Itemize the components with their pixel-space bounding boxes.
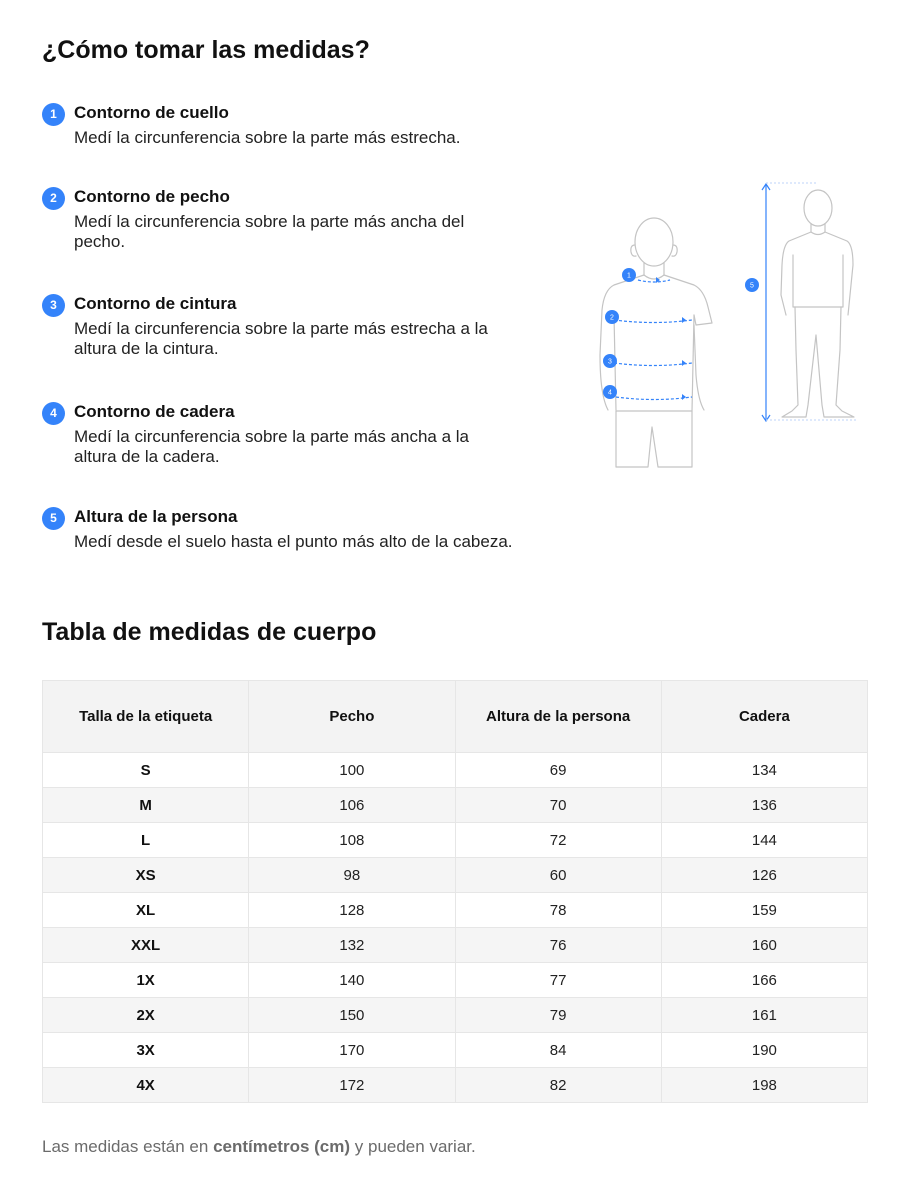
step-title: Contorno de pecho xyxy=(74,187,230,206)
size-table-title: Tabla de medidas de cuerpo xyxy=(42,618,377,646)
height-cell: 72 xyxy=(455,823,661,858)
height-cell: 69 xyxy=(455,753,661,788)
step-description: Medí desde el suelo hasta el punto más alto de la cabeza. xyxy=(74,532,513,551)
note-units: centímetros (cm) xyxy=(213,1137,351,1156)
chest-cell: 128 xyxy=(249,893,455,928)
header-size-label: Talla de la etiqueta xyxy=(43,681,249,753)
step-number-badge: 2 xyxy=(42,187,65,210)
marker-2: 2 xyxy=(610,314,614,322)
header-hip: Cadera xyxy=(661,681,867,753)
table-row xyxy=(43,963,868,998)
height-cell: 76 xyxy=(455,928,661,963)
note-suffix: y pueden variar. xyxy=(350,1137,476,1156)
marker-5: 5 xyxy=(750,282,754,290)
step-title: Altura de la persona xyxy=(74,507,238,526)
step-description: Medí la circunferencia sobre la parte más ancha a la altura de la cadera. xyxy=(74,427,469,466)
hip-cell: 190 xyxy=(661,1033,867,1068)
size-cell: 1X xyxy=(43,963,249,998)
side-head-shape xyxy=(804,190,832,226)
height-cell: 60 xyxy=(455,858,661,893)
step-number-badge: 1 xyxy=(42,103,65,126)
step-number-badge: 5 xyxy=(42,507,65,530)
height-cell: 78 xyxy=(455,893,661,928)
height-cell: 77 xyxy=(455,963,661,998)
head-shape xyxy=(635,218,673,266)
hip-cell: 134 xyxy=(661,753,867,788)
table-row xyxy=(43,998,868,1033)
table-header-row xyxy=(43,681,868,753)
chest-cell: 106 xyxy=(249,788,455,823)
size-cell: S xyxy=(43,753,249,788)
header-chest: Pecho xyxy=(249,681,455,753)
chest-cell: 100 xyxy=(249,753,455,788)
height-cell: 84 xyxy=(455,1033,661,1068)
chest-cell: 132 xyxy=(249,928,455,963)
note-prefix: Las medidas están en xyxy=(42,1137,214,1156)
table-row xyxy=(43,788,868,823)
marker-1: 1 xyxy=(627,272,631,280)
size-cell: L xyxy=(43,823,249,858)
hip-cell: 161 xyxy=(661,998,867,1033)
chest-cell: 98 xyxy=(249,858,455,893)
step-title: Contorno de cadera xyxy=(74,402,235,421)
body-measurement-illustration xyxy=(586,175,876,475)
step-title: Contorno de cintura xyxy=(74,294,237,313)
step-number-badge: 4 xyxy=(42,402,65,425)
table-row xyxy=(43,1068,868,1103)
table-row xyxy=(43,1033,868,1068)
size-table xyxy=(42,680,868,1103)
chest-cell: 172 xyxy=(249,1068,455,1103)
step-number-badge: 3 xyxy=(42,294,65,317)
hip-cell: 160 xyxy=(661,928,867,963)
size-cell: 2X xyxy=(43,998,249,1033)
size-cell: XXL xyxy=(43,928,249,963)
table-row xyxy=(43,753,868,788)
hip-cell: 126 xyxy=(661,858,867,893)
step-description: Medí la circunferencia sobre la parte más ancha del pecho. xyxy=(74,212,465,251)
chest-cell: 170 xyxy=(249,1033,455,1068)
size-cell: M xyxy=(43,788,249,823)
how-to-title: ¿Cómo tomar las medidas? xyxy=(42,36,370,64)
height-cell: 82 xyxy=(455,1068,661,1103)
chest-cell: 140 xyxy=(249,963,455,998)
chest-cell: 108 xyxy=(249,823,455,858)
size-cell: 4X xyxy=(43,1068,249,1103)
units-note xyxy=(42,1137,476,1157)
height-cell: 79 xyxy=(455,998,661,1033)
hip-cell: 166 xyxy=(661,963,867,998)
step-description: Medí la circunferencia sobre la parte más estrecha. xyxy=(74,128,461,147)
table-row xyxy=(43,823,868,858)
marker-3: 3 xyxy=(608,358,612,366)
step-description: Medí la circunferencia sobre la parte más estrecha a la altura de la cintura. xyxy=(74,319,488,358)
hip-cell: 198 xyxy=(661,1068,867,1103)
marker-4: 4 xyxy=(608,389,612,397)
size-cell: 3X xyxy=(43,1033,249,1068)
table-row xyxy=(43,858,868,893)
table-row xyxy=(43,893,868,928)
header-height: Altura de la persona xyxy=(455,681,661,753)
illustration-markers xyxy=(603,268,759,399)
table-row xyxy=(43,928,868,963)
size-cell: XL xyxy=(43,893,249,928)
chest-cell: 150 xyxy=(249,998,455,1033)
height-cell: 70 xyxy=(455,788,661,823)
step-title: Contorno de cuello xyxy=(74,103,229,122)
size-cell: XS xyxy=(43,858,249,893)
hip-cell: 136 xyxy=(661,788,867,823)
hip-cell: 144 xyxy=(661,823,867,858)
hip-cell: 159 xyxy=(661,893,867,928)
